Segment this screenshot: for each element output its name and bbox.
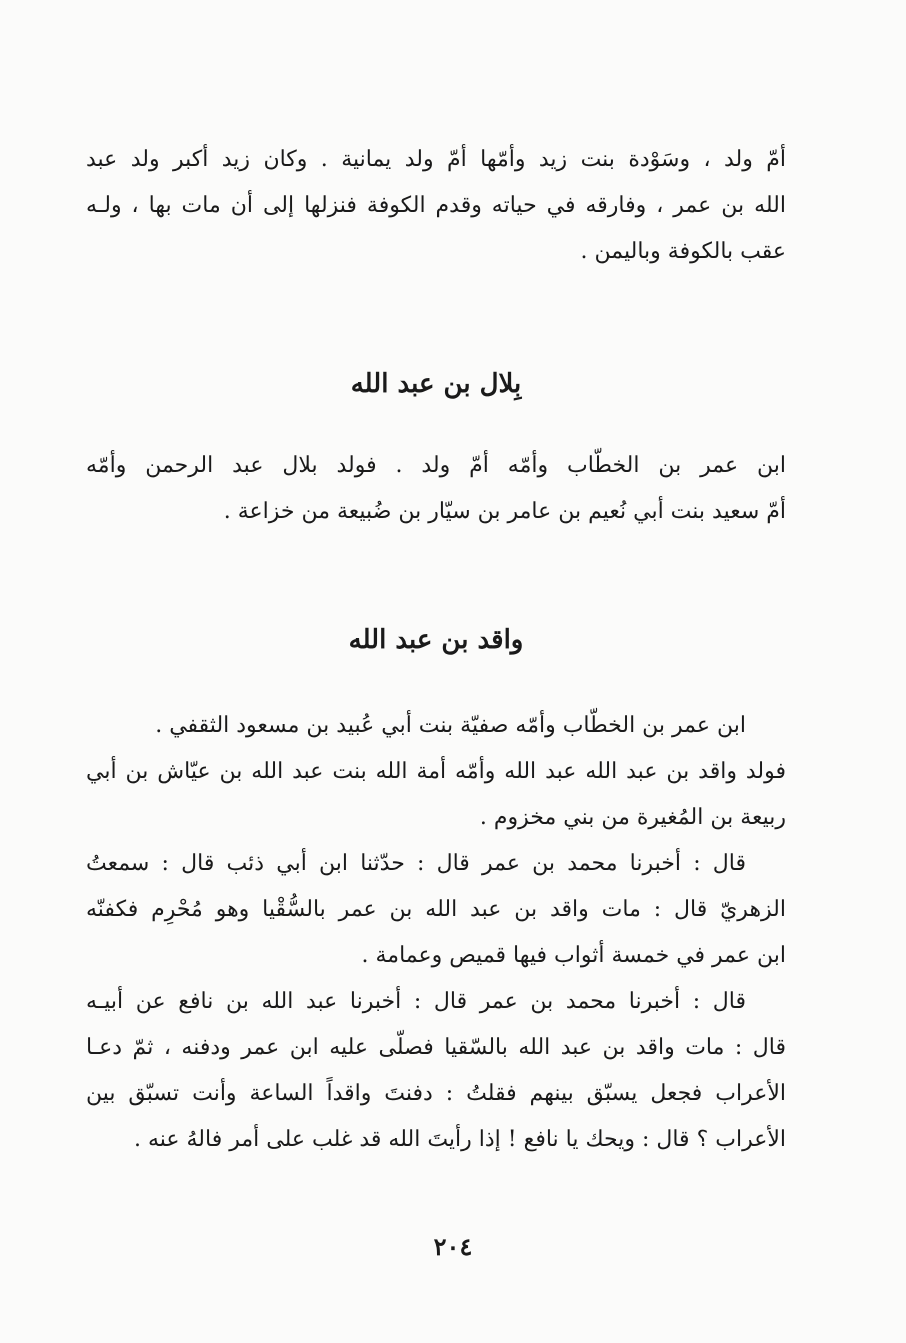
text-line: عقب بالكوفة وباليمن . bbox=[580, 239, 786, 264]
section-heading: واقد بن عبد الله bbox=[348, 625, 524, 655]
text-line: ابن عمر بن الخطّاب وأمّه أمّ ولد . فولد بلال عبد الرحمن وأمّه bbox=[86, 453, 786, 478]
text-line: أمّ ولد ، وسَوْدة بنت زيد وأمّها أمّ ولد يمانية . وكان زيد أكبر ولد عبد bbox=[86, 147, 786, 172]
section-paragraph bbox=[86, 703, 786, 841]
text-line: الله بن عمر ، وفارقه في حياته وقدم الكوفة فنزلها إلى أن مات بها ، ولـه bbox=[86, 193, 786, 218]
section-paragraph bbox=[86, 979, 786, 1163]
section-paragraph bbox=[86, 841, 786, 979]
text-line: فولد واقد بن عبد الله عبد الله وأمّه أمة الله بنت عبد الله بن عيّاش بن أبي bbox=[86, 759, 786, 784]
text-line: قال : مات واقد بن عبد الله بالسّقيا فصلّى عليه ابن عمر ودفنه ، ثمّ دعـا bbox=[86, 1035, 786, 1060]
intro-paragraph bbox=[86, 137, 786, 275]
text-line: قال : أخبرنا محمد بن عمر قال : حدّثنا ابن أبي ذئب قال : سمعتُ bbox=[86, 851, 746, 876]
text-line: الأعراب ؟ قال : ويحك يا نافع ! إذا رأيتَ الله قد غلب على أمر فالهُ عنه . bbox=[133, 1127, 786, 1152]
section-paragraph bbox=[86, 443, 786, 535]
page-number: ٢٠٤ bbox=[433, 1232, 473, 1261]
text-line: الزهريّ قال : مات واقد بن عبد الله بن عمر بالسُّقْيا وهو مُحْرِم فكفنّه bbox=[86, 897, 786, 922]
text-line: قال : أخبرنا محمد بن عمر قال : أخبرنا عبد الله بن نافع عن أبيـه bbox=[86, 989, 746, 1014]
text-line: ابن عمر في خمسة أثواب فيها قميص وعمامة . bbox=[361, 943, 786, 968]
section-heading: بِلال بن عبد الله bbox=[350, 369, 522, 399]
text-line: أمّ سعيد بنت أبي نُعيم بن عامر بن سيّار بن ضُبيعة من خزاعة . bbox=[223, 499, 786, 524]
text-line: الأعراب فجعل يسبّق بينهم فقلتُ : دفنتَ واقداً الساعة وأنت تسبّق بين bbox=[86, 1081, 786, 1106]
text-line: ربيعة بن المُغيرة من بني مخزوم . bbox=[479, 805, 786, 830]
text-line: ابن عمر بن الخطّاب وأمّه صفيّة بنت أبي عُبيد بن مسعود الثقفي . bbox=[155, 713, 746, 738]
